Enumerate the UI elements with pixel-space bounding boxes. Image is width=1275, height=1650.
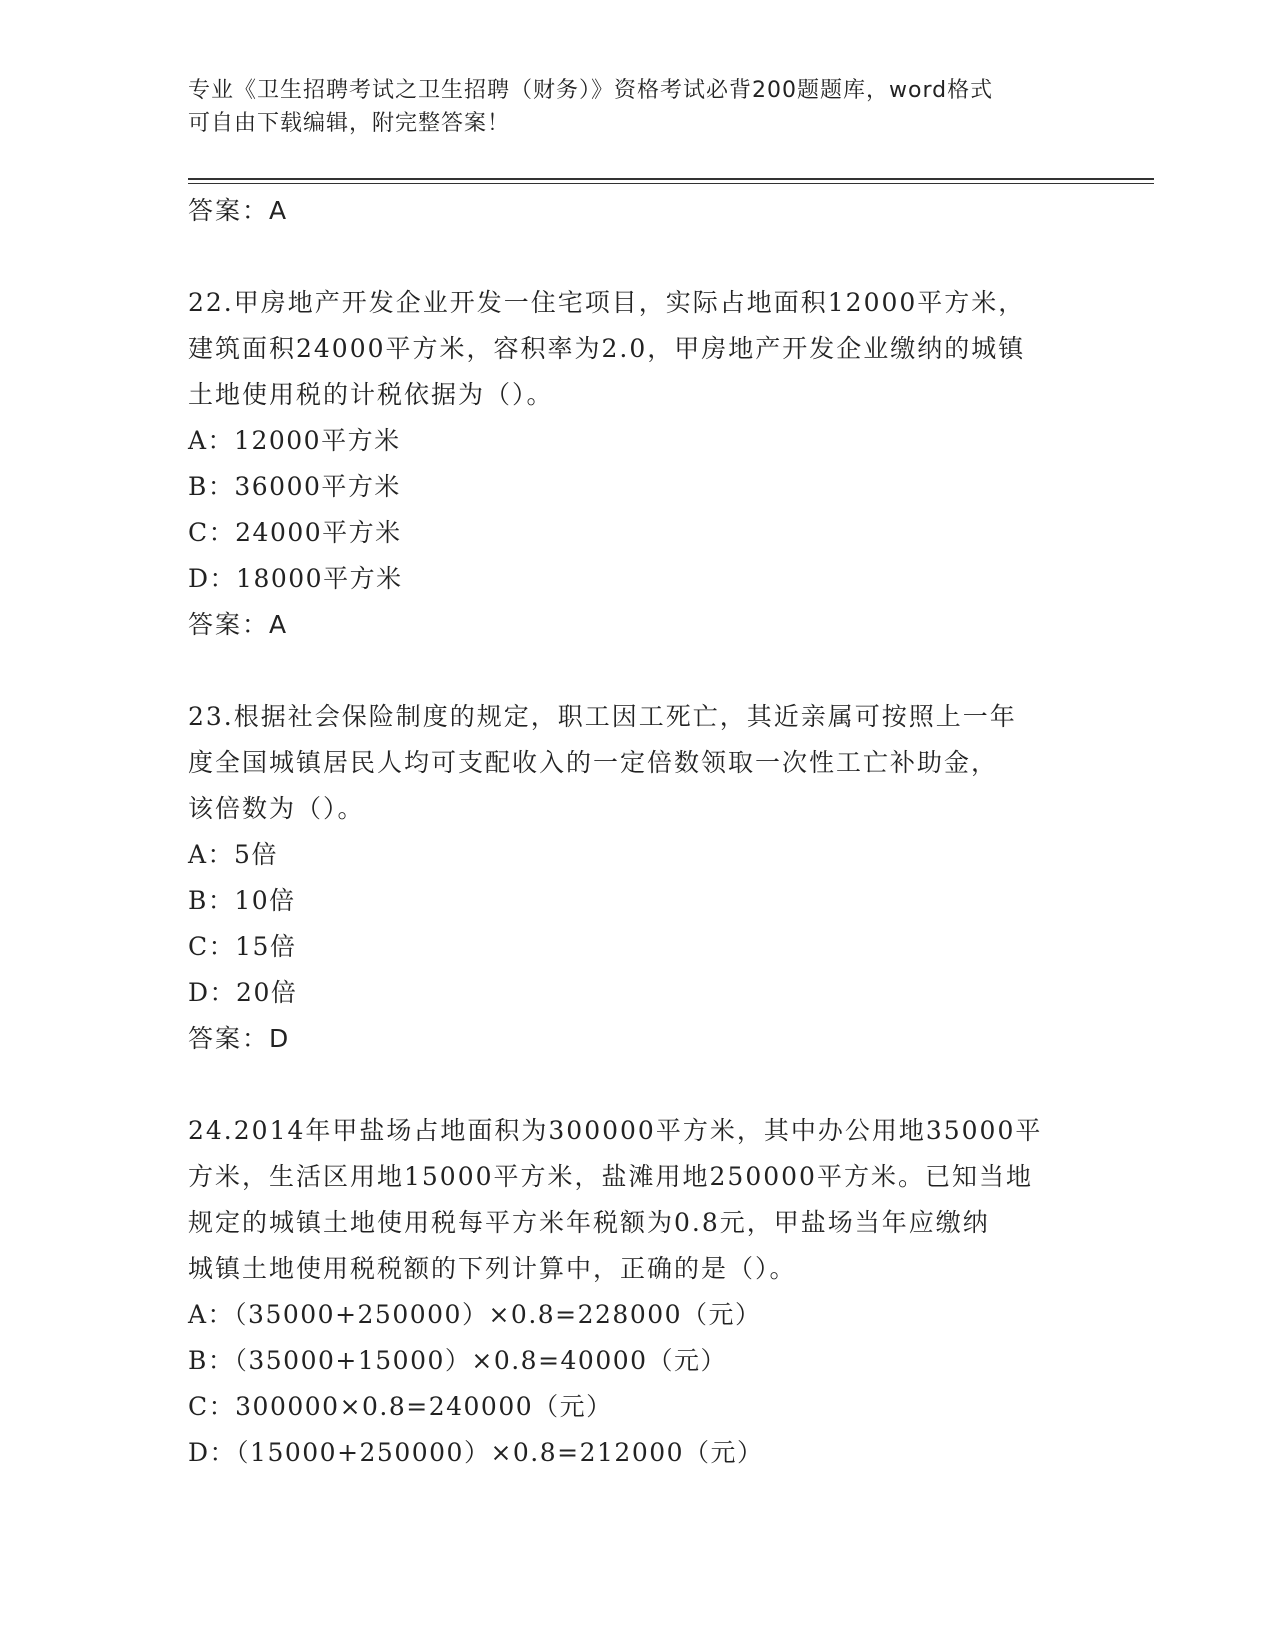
question-24 bbox=[188, 1108, 1088, 1476]
answer-line: 答案：D bbox=[188, 1024, 291, 1053]
question-text-line: 23.根据社会保险制度的规定，职工因工死亡，其近亲属可按照上一年 bbox=[188, 702, 1017, 731]
question-text-line: 土地使用税的计税依据为（）。 bbox=[188, 380, 554, 409]
document-header bbox=[188, 74, 1088, 140]
option-d: D：20倍 bbox=[188, 978, 298, 1007]
question-text-line: 该倍数为（）。 bbox=[188, 794, 365, 823]
option-a: A：5倍 bbox=[188, 840, 278, 869]
header-divider-thick bbox=[188, 178, 1154, 180]
question-23 bbox=[188, 694, 1088, 1062]
option-d: D：（15000+250000）×0.8=212000（元） bbox=[188, 1438, 764, 1467]
question-text-line: 规定的城镇土地使用税每平方米年税额为0.8元，甲盐场当年应缴纳 bbox=[188, 1208, 990, 1237]
option-a: A：12000平方米 bbox=[188, 426, 401, 455]
option-b: B：10倍 bbox=[188, 886, 296, 915]
question-22 bbox=[188, 280, 1088, 648]
option-c: C：300000×0.8=240000（元） bbox=[188, 1392, 613, 1421]
option-b: B：（35000+15000）×0.8=40000（元） bbox=[188, 1346, 728, 1375]
previous-answer: 答案：A bbox=[188, 196, 289, 225]
option-c: C：24000平方米 bbox=[188, 518, 402, 547]
question-text-line: 方米，生活区用地15000平方米，盐滩用地250000平方米。已知当地 bbox=[188, 1162, 1033, 1191]
option-d: D：18000平方米 bbox=[188, 564, 403, 593]
answer-line: 答案：A bbox=[188, 610, 289, 639]
option-a: A：（35000+250000）×0.8=228000（元） bbox=[188, 1300, 762, 1329]
question-text-line: 22.甲房地产开发企业开发一住宅项目，实际占地面积12000平方米， bbox=[188, 288, 1026, 317]
header-line-1: 专业《卫生招聘考试之卫生招聘（财务）》资格考试必背200题题库，word格式 bbox=[188, 78, 994, 103]
question-text-line: 城镇土地使用税税额的下列计算中，正确的是（）。 bbox=[188, 1254, 797, 1283]
option-c: C：15倍 bbox=[188, 932, 297, 961]
header-divider-thin bbox=[188, 183, 1154, 184]
question-text-line: 24.2014年甲盐场占地面积为300000平方米，其中办公用地35000平 bbox=[188, 1116, 1043, 1145]
option-b: B：36000平方米 bbox=[188, 472, 401, 501]
document-content bbox=[188, 188, 1088, 1476]
question-text-line: 建筑面积24000平方米，容积率为2.0，甲房地产开发企业缴纳的城镇 bbox=[188, 334, 1026, 363]
question-text-line: 度全国城镇居民人均可支配收入的一定倍数领取一次性工亡补助金， bbox=[188, 748, 999, 777]
header-line-2: 可自由下载编辑，附完整答案！ bbox=[188, 111, 511, 136]
